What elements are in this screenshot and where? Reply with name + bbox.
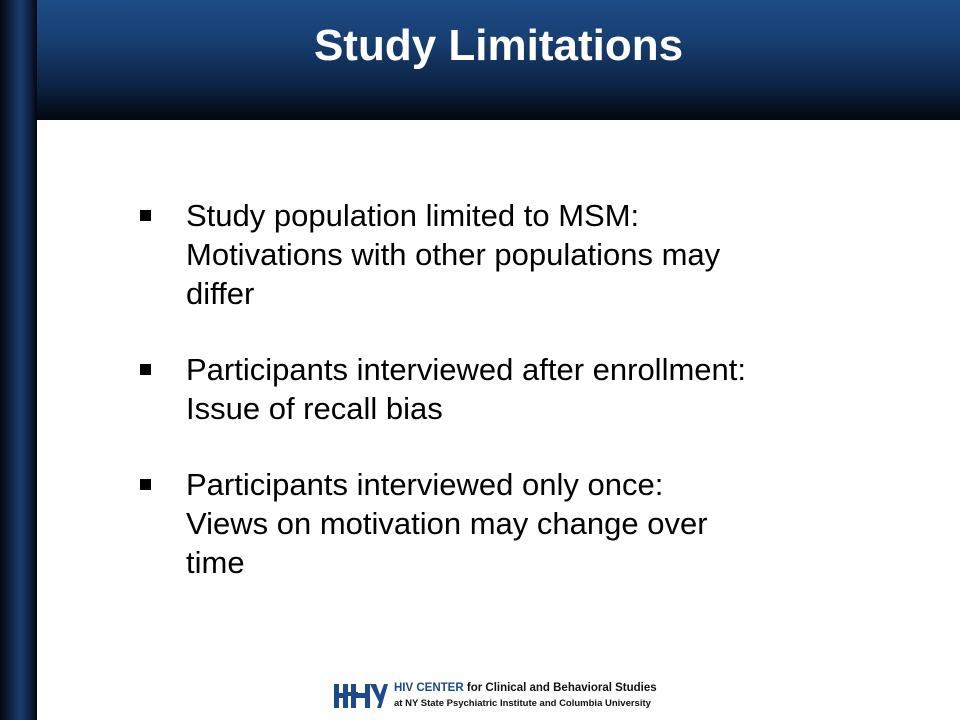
footer — [332, 680, 732, 712]
bullet-line: differ — [186, 276, 255, 311]
left-decorative-bar — [0, 0, 37, 720]
bullet-item — [140, 196, 880, 313]
slide-title: Study Limitations — [313, 21, 684, 70]
square-bullet-icon — [140, 479, 151, 490]
hiv-center-logo-icon — [332, 682, 388, 710]
bullet-line: Views on motivation may change over — [186, 506, 708, 541]
square-bullet-icon — [140, 364, 151, 375]
bullet-item — [140, 465, 880, 582]
bullet-line: time — [186, 545, 245, 580]
footer-affiliation: at NY State Psychiatric Institute and Columbia University — [394, 698, 651, 709]
footer-org-accent: HIV CENTER — [394, 682, 464, 694]
bullet-list — [140, 196, 880, 619]
square-bullet-icon — [140, 210, 151, 221]
footer-org-name — [394, 682, 657, 694]
bullet-item — [140, 350, 880, 428]
bullet-line: Participants interviewed only once: — [186, 467, 664, 502]
bullet-line: Participants interviewed after enrollment: — [186, 352, 746, 387]
bullet-line: Motivations with other populations may — [186, 237, 721, 272]
bullet-line: Issue of recall bias — [186, 391, 443, 426]
bullet-line: Study population limited to MSM: — [186, 198, 640, 233]
footer-org-rest: for Clinical and Behavioral Studies — [466, 682, 657, 694]
